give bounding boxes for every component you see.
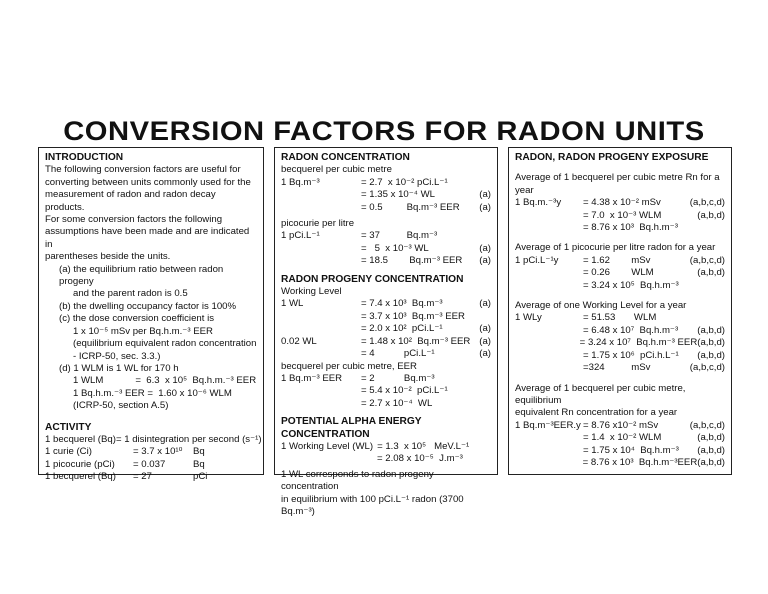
conversion-value: = 5 x 10⁻³ WL xyxy=(361,242,429,254)
conversion-row xyxy=(281,243,491,255)
conversion-row xyxy=(281,202,491,214)
pae-heading: POTENTIAL ALPHA ENERGY CONCENTRATION xyxy=(281,416,422,440)
conversion-row xyxy=(281,348,491,360)
activity-row xyxy=(45,471,257,483)
subheading: becquerel per cubic metre, EER xyxy=(281,360,417,372)
assumption-note: (a) xyxy=(479,242,491,254)
activity-suffix: Bq xyxy=(193,458,205,470)
conversion-row xyxy=(515,457,725,469)
conversion-value: = 7.0 x 10⁻³ WLM xyxy=(583,209,662,221)
assumption-note: (a) xyxy=(479,348,491,360)
unit-label: 1 Bq.m⁻³ xyxy=(281,176,320,188)
conversion-value: = 51.53 WLM xyxy=(583,312,657,324)
page-title: CONVERSION FACTORS FOR RADON UNITS xyxy=(63,116,705,146)
assumption-item: 1 WLM = 6.3 x 10⁵ Bq.h.m.⁻³ EER xyxy=(73,375,257,387)
unit-label: 1 Bq.m⁻³ EER xyxy=(281,372,343,384)
assumption-item: 1 Bq.h.m.⁻³ EER = 1.60 x 10⁻⁶ WLM xyxy=(73,387,232,399)
conversion-row xyxy=(281,323,491,335)
conversion-value: = 1.48 x 10² Bq.m⁻³ EER xyxy=(361,335,471,347)
conversion-value: = 1.4 x 10⁻² WLM xyxy=(583,432,662,444)
intro-line: converting between units commonly used for the xyxy=(45,176,251,188)
pae-note: in equilibrium with 100 pCi.L⁻¹ radon (3700 Bq.m⁻³) xyxy=(281,493,464,517)
conversion-value: = 3.24 x 10⁵ Bq.h.m⁻³ xyxy=(583,279,679,291)
assumption-note: (a,b,d) xyxy=(697,337,725,349)
assumption-note: (a,b,c,d) xyxy=(689,419,725,431)
pae-note: 1 WL corresponds to radon progeny concentration xyxy=(281,468,434,493)
activity-unit: 1 becquerel (Bq) xyxy=(45,433,116,445)
conversion-value: = 2.7 x 10⁻⁴ WL xyxy=(361,397,433,409)
group-title: equivalent Rn concentration for a year xyxy=(515,407,678,419)
conversion-row xyxy=(515,222,725,234)
assumption-item: 1 x 10⁻⁵ mSv per Bq.h.m.⁻³ EER xyxy=(73,325,213,337)
conversion-value: = 2 Bq.m⁻³ xyxy=(361,372,435,384)
conversion-row xyxy=(515,337,725,349)
unit-label: 1 pCi.L⁻¹ xyxy=(281,230,320,242)
exposure-panel xyxy=(508,147,732,475)
progeny-heading: RADON PROGENY CONCENTRATION xyxy=(281,273,464,285)
conversion-row xyxy=(515,445,725,457)
unit-label: 1 pCi.L⁻¹y xyxy=(515,254,559,266)
activity-suffix: Bq xyxy=(193,446,205,458)
assumption-note: (a) xyxy=(479,255,491,267)
conversion-row xyxy=(515,432,725,444)
intro-line: For some conversion factors the following xyxy=(45,214,223,226)
conversion-value: = 6.48 x 10⁷ Bq.h.m⁻³ xyxy=(583,324,679,336)
unit-label: 0.02 WL xyxy=(281,335,317,347)
exposure-heading: RADON, RADON PROGENY EXPOSURE xyxy=(515,152,709,163)
conversion-row xyxy=(515,312,725,324)
assumption-item: - ICRP-50, sec. 3.3.) xyxy=(73,350,161,362)
conversion-value: = 2.7 x 10⁻² pCi.L⁻¹ xyxy=(361,176,448,188)
conversion-value: = 8.76 x10⁻² mSv xyxy=(583,419,659,431)
subheading: Working Level xyxy=(281,286,342,298)
activity-row xyxy=(45,459,257,471)
activity-unit: 1 becquerel (Bq) xyxy=(45,471,116,483)
unit-label: 1 Bq.m⁻³EER.y xyxy=(515,419,581,431)
assumption-note: (a) xyxy=(479,189,491,201)
subheading: becquerel per cubic metre xyxy=(281,164,392,176)
introduction-panel xyxy=(38,147,264,483)
assumption-item: and the parent radon is 0.5 xyxy=(73,288,188,300)
intro-line: The following conversion factors are useful for xyxy=(45,164,241,176)
unit-label: 1 Bq.m.⁻³y xyxy=(515,197,562,209)
intro-line: measurement of radon and radon decay products. xyxy=(45,189,216,213)
unit-label: 1 WLy xyxy=(515,312,542,324)
conversion-value: =324 mSv xyxy=(583,362,651,374)
conversion-row xyxy=(515,210,725,222)
assumption-note: (a,b,d) xyxy=(697,324,725,336)
assumption-item: (a) the equilibrium ratio between radon progeny xyxy=(59,263,224,288)
group-title: Average of 1 becquerel per cubic metre, equilibrium xyxy=(515,382,686,406)
conversion-row xyxy=(281,385,491,397)
intro-line: assumptions have been made and are indicated in xyxy=(45,226,250,250)
assumption-note: (a,b,d) xyxy=(697,267,725,279)
assumption-note: (a,b,c,d) xyxy=(689,254,725,266)
conversion-value: = 3.7 x 10³ Bq.m⁻³ EER xyxy=(361,310,465,322)
conversion-row xyxy=(515,350,725,362)
conversion-row xyxy=(281,189,491,201)
assumption-item: (d) 1 WLM is 1 WL for 170 h xyxy=(59,362,179,374)
conversion-value: = 7.4 x 10³ Bq.m⁻³ xyxy=(361,298,443,310)
assumption-item: (ICRP-50, section A.5) xyxy=(73,400,169,412)
conversion-value: = 1.75 x 10⁴ Bq.h.m⁻³ xyxy=(583,444,679,456)
assumption-note: (a,b,d) xyxy=(697,432,725,444)
conversion-row xyxy=(515,197,725,209)
conversion-value: = 18.5 Bq.m⁻³ EER xyxy=(361,255,463,267)
assumption-note: (a) xyxy=(479,298,491,310)
assumption-item: (b) the dwelling occupancy factor is 100% xyxy=(59,300,237,312)
conversion-value: = 1.62 mSv xyxy=(583,254,651,266)
activity-value: = 27 xyxy=(133,471,152,483)
conversion-row xyxy=(281,453,491,465)
assumption-note: (a,b,c,d) xyxy=(689,362,725,374)
conversion-row xyxy=(515,280,725,292)
conversion-row xyxy=(281,336,491,348)
conversion-row xyxy=(515,255,725,267)
group-title: Average of one Working Level for a year xyxy=(515,300,687,312)
assumption-item: (c) the dose conversion coefficient is xyxy=(59,313,214,325)
conversion-value: = 4 pCi.L⁻¹ xyxy=(361,348,435,360)
conversion-value: = 1.35 x 10⁻⁴ WL xyxy=(361,189,435,201)
assumption-item: (equilibrium equivalent radon concentration xyxy=(73,338,257,350)
unit-label: 1 WL xyxy=(281,298,304,310)
conversion-value: = 2.08 x 10⁻⁵ J.m⁻³ xyxy=(377,453,463,465)
concentration-panel xyxy=(274,147,498,517)
unit-label: 1 Working Level (WL) xyxy=(281,440,374,452)
conversion-value: = 1.75 x 10⁶ pCi.h.L⁻¹ xyxy=(583,349,679,361)
conversion-value: = 8.76 x 10³ Bq.h.m⁻³EER xyxy=(582,456,698,468)
conversion-value: = 8.76 x 10³ Bq.h.m⁻³ xyxy=(583,222,678,234)
assumption-note: (a) xyxy=(479,323,491,335)
activity-unit: 1 picocurie (pCi) xyxy=(45,458,115,470)
activity-row xyxy=(45,433,262,446)
subheading: picocurie per litre xyxy=(281,218,355,230)
conversion-value: = 5.4 x 10⁻² pCi.L⁻¹ xyxy=(361,385,448,397)
conversion-row xyxy=(281,441,491,453)
conversion-row xyxy=(515,362,725,374)
conversion-row xyxy=(281,373,491,385)
conversion-value: = 2.0 x 10² pCi.L⁻¹ xyxy=(361,323,443,335)
conversion-value: = 4.38 x 10⁻² mSv xyxy=(583,197,661,209)
activity-row xyxy=(45,446,257,458)
conversion-row xyxy=(281,255,491,267)
group-title: Average of 1 becquerel per cubic metre Rn for a year xyxy=(515,172,720,196)
assumption-note: (a) xyxy=(479,335,491,347)
intro-heading: INTRODUCTION xyxy=(45,152,124,163)
group-title: Average of 1 picocurie per litre radon for a year xyxy=(515,242,716,254)
conversion-value: = 1.3 x 10⁵ MeV.L⁻¹ xyxy=(377,440,470,452)
conversion-value: = 0.5 Bq.m⁻³ EER xyxy=(361,201,460,213)
conversion-row xyxy=(515,267,725,279)
conversion-value: = 0.26 WLM xyxy=(583,267,654,279)
conversion-value: = 37 Bq.m⁻³ xyxy=(361,230,438,242)
conversion-row xyxy=(281,177,491,189)
conversion-row xyxy=(281,230,491,242)
activity-unit: 1 curie (Ci) xyxy=(45,446,92,458)
assumption-note: (a) xyxy=(479,201,491,213)
assumption-note: (a,b,d) xyxy=(697,209,725,221)
conversion-value: = 3.24 x 10⁷ Bq.h.m⁻³ EER xyxy=(579,337,698,349)
activity-value: = 1 disintegration per second (s⁻¹) xyxy=(115,433,262,445)
conversion-row xyxy=(515,325,725,337)
activity-value: = 3.7 x 10¹⁰ xyxy=(133,446,183,458)
assumption-note: (a,b,d) xyxy=(697,349,725,361)
assumption-note: (a,b,d) xyxy=(697,456,725,468)
assumption-note: (a,b,d) xyxy=(697,444,725,456)
activity-value: = 0.037 xyxy=(133,458,166,470)
conversion-row xyxy=(281,311,491,323)
activity-heading: ACTIVITY xyxy=(45,421,92,433)
conversion-row xyxy=(515,420,725,432)
conversion-row xyxy=(281,298,491,310)
conversion-row xyxy=(281,398,491,410)
intro-line: parentheses beside the units. xyxy=(45,251,171,263)
radon-conc-heading: RADON CONCENTRATION xyxy=(281,152,410,163)
activity-suffix: pCi xyxy=(193,471,208,483)
assumption-note: (a,b,c,d) xyxy=(689,197,725,209)
